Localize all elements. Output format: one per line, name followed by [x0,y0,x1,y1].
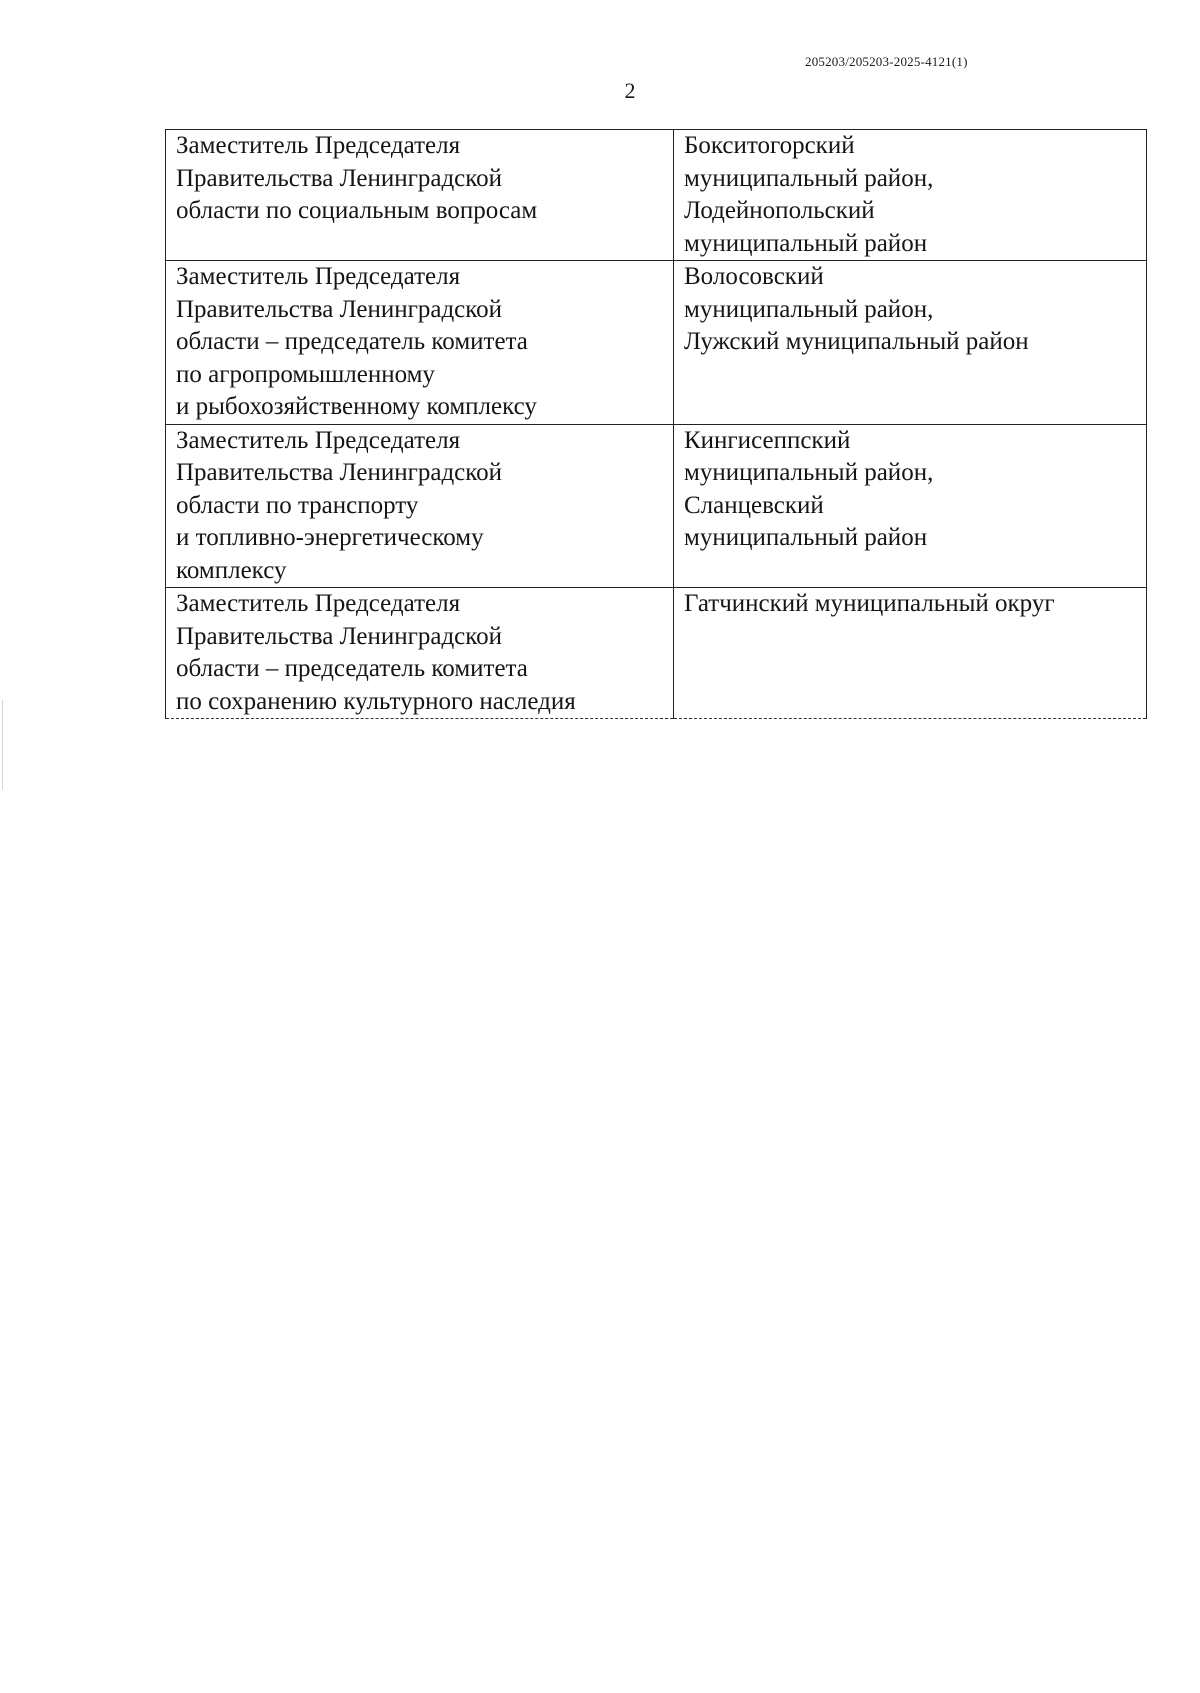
official-cell [166,588,674,719]
official-line: Правительства Ленинградской [176,459,503,486]
official-cell [166,424,674,588]
official-line: Правительства Ленинградской [176,164,503,192]
scan-margin-mark [2,700,3,790]
official-line: Правительства Ленинградской [176,622,503,650]
official-line: Заместитель Председателя [176,590,461,617]
districts-cell [674,588,1147,719]
district-line: Кингисеппский [684,426,851,454]
table-row [166,130,1147,261]
district-line: муниципальный район [684,229,928,257]
official-line: по агропромышленному [176,360,435,388]
district-line: Лодейнопольский [684,197,875,224]
official-line: Правительства Ленинградской [176,295,503,323]
official-line: по сохранению культурного наследия [176,687,576,715]
page-number: 2 [624,78,636,103]
district-line: Сланцевский [684,491,824,519]
districts-cell [674,130,1147,261]
table-row [166,424,1147,588]
official-line: Заместитель Председателя [176,426,461,454]
district-line: муниципальный район, [684,459,934,486]
districts-cell [674,424,1147,588]
official-line: комплексу [176,556,287,584]
official-line: Заместитель Председателя [176,132,461,159]
district-line: муниципальный район, [684,164,934,192]
district-line: Волосовский [684,263,824,290]
official-cell [166,261,674,425]
table-row [166,261,1147,425]
district-line: Бокситогорский [684,132,855,159]
official-line: области по социальным вопросам [176,197,538,224]
official-line: области – председатель комитета [176,328,528,355]
official-line: и топливно-энергетическому [176,524,484,551]
district-line: муниципальный район, [684,295,934,323]
assignment-table [165,129,1147,719]
district-line: муниципальный район [684,524,928,551]
official-line: Заместитель Председателя [176,263,461,290]
official-line: области по транспорту [176,491,419,519]
districts-cell [674,261,1147,425]
document-id: 205203/205203-2025-4121(1) [805,54,968,69]
district-line: Гатчинский муниципальный округ [684,590,1055,617]
official-cell [166,130,674,261]
official-line: и рыбохозяйственному комплексу [176,393,537,420]
district-line: Лужский муниципальный район [684,328,1029,355]
official-line: области – председатель комитета [176,655,528,682]
table-row [166,588,1147,719]
